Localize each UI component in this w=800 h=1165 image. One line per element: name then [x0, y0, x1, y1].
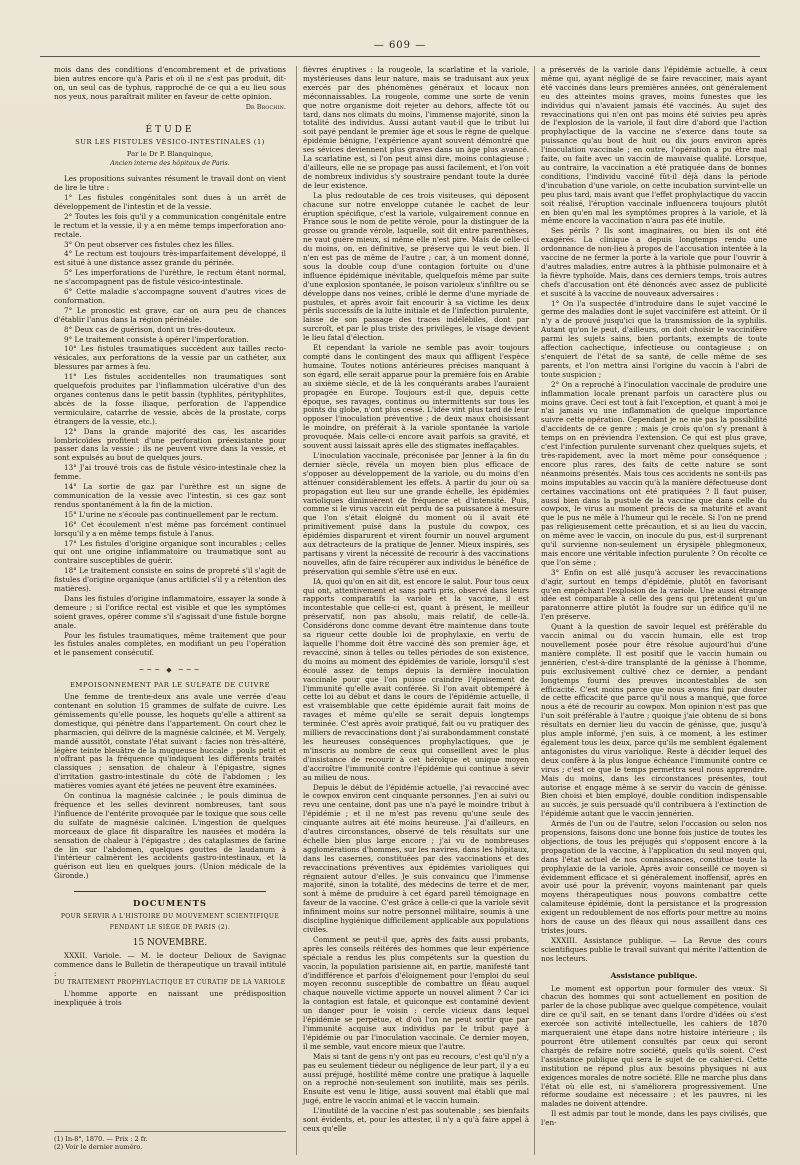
intro-signature: Dr Brochin. [245, 102, 286, 111]
body-paragraph: Armés de l'un ou de l'autre, selon l'occasion ou selon nos propensions, faisons donc une bonne fois justice de toutes les objections, de tous les préjugés qui s'opposent encore à la propagation de la vaccine, à l'application du seul moyen qui, dans l'état actuel de nos connaissances, constitue toute la prophylaxie de la variole. Après avoir conseillé ce moyen si évidemment efficace et si généralement inoffensif, après en avoir usé pour la prévenir, voyons maintenant par quels moyens thérapeutiques nous pouvons combattre cette calamiteuse épidémie, dont la persistance et la progression exigent un redoublement de nos efforts pour mettre au moins hors de cause un des fléaux qui nous assaillent dans ces tristes jours. [541, 819, 767, 935]
page-number: — 609 — [373, 40, 427, 51]
footnote: (1) In-8°, 1870. — Prix : 2 fr. [54, 1135, 148, 1143]
body-paragraph: Quant à la question de savoir lequel est préférable du vaccin animal ou du vaccin humain, elle est trop nouvellement posée pour être résolue aujourd'hui d'une manière complète. Il est positif que le vaccin humain ou jennérien, c'est-à-dire transplanté de la génisse à l'homme, puis exclusivement cultivé chez ce dernier, a pendant longtemps fourni des preuves incontestables de son efficacité. C'est moins parce que nous avons fini par douter de cette efficacité que parce qu'il nous a manqué, que force nous a été de recourir au cowpox. Mon opinion n'est pas que l'un soit préférable à l'autre ; quoique j'aie obtenu de si bons résultats en dernier lieu du vaccin de génisse, que, jusqu'à plus ample informé, j'en suis, à ce moment, à les estimer également tous les deux, parce qu'ils me semblent également antagonistes du virus variolique. Reste à décider lequel des deux confère à la plus longue échéance l'immunité contre ce virus ; c'est ce que le temps permettra seul nous apprendre. Mais du moins, dans les circonstances présentes, tout autorise et engage même à se servir du vaccin de génisse. Bien choisi et bien employé, double condition indispensable au succès, je suis persuadé qu'il contribuera à l'extinction de l'épidémie autant que le vaccin jennérien. [541, 622, 767, 819]
body-paragraph: L'inoculation vaccinale, préconisée par Jenner à la fin du dernier siècle, révéla un moyen bien plus efficace de s'opposer au développement de la variole, ou du moins d'en atténuer considérablement les effets. A partir du jour où sa propagation eut lieu sur une grande échelle, les épidémies varioliques diminuèrent de fréquence et d'intensité. Puis, comme si le virus vaccin eût perdu de sa puissance à mesure que l'on s'était éloigné du moment où il avait été primitivement puisé dans la pustule du cowpox, ces épidémies disparurent et virent fournir un nouvel argument aux détracteurs de la pratique de Jenner. Mieux inspirés, ses partisans y virent la nécessité de recourir à des vaccinations nouvelles, afin de faire récupérer aux individus le bénéfice de préservation qui semble s'être usé en eux. [303, 450, 529, 576]
article-paragraph: 4° Le rectum est toujours très-imparfaitement développé, il est situé à une distance assez grande du périnée. [54, 249, 286, 268]
article-paragraph: Les propositions suivantes résument le travail dont on vient de lire le titre : [54, 174, 286, 193]
article-paragraph: 5° Les imperforations de l'urèthre, le rectum étant normal, ne s'accompagnent pas de fistule vésico-intestinale. [54, 268, 286, 287]
article-title: ÉTUDE [145, 124, 195, 135]
sulfate-paragraph: Une femme de trente-deux ans avale une verrée d'eau contenant en solution 15 grammes de sulfate de cuivre. Les gémissements qu'elle pousse, les hoquets qu'elle a attirent sa domestique, qui pénètre dans l'appartement. On court chez le pharmacien, qui délivre de la magnésie calcinée, et M. Vergely, mandé aussitôt, constate l'état suivant : facies non très-altéré, légère teinte bleuâtre de la muqueuse buccale ; pouls petit et n'offrant pas la fréquence qu'indiquent les différents traités classiques ; sensation de chaleur à l'épigastre, signes d'irritation gastro-intestinale du côté de l'abdomen ; les matières vomies ayant été jetées ne peuvent être examinées. [54, 692, 286, 791]
variole-heading: DU TRAITEMENT PROPHYLACTIQUE ET CURATIF DE LA VARIOLE [54, 979, 286, 987]
article-paragraph: Dans les fistules d'origine inflammatoire, essayer la sonde à demeure ; si l'orifice rectal est visible et que les symptômes soient graves, opérer comme s'il s'agissait d'une fistule borgne anale. [54, 593, 286, 630]
documents-subtitle: POUR SERVIR A L'HISTOIRE DU MOUVEMENT SCIENTIFIQUE [60, 913, 280, 921]
sulfate-paragraph: On continua la magnésie calcinée ; le pouls diminua de fréquence et les selles devinrent nombreuses, tant sous l'influence de l'entérite provoquée par le toxique que sous celle du sulfate de magnésie calcinée. L'ingestion de quelques morceaux de glace fit disparaître les nausées et modéra la sensation de chaleur à l'épigastre ; des cataplasmes de farine de lin sur l'abdomen, quelques gouttes de laudanum à l'intérieur calmèrent les accidents gastro-intestinaux, et la guérison eut lieu en quelques jours. (Union médicale de la Gironde.) [54, 791, 286, 881]
article-body [54, 175, 286, 658]
article-paragraph: 2° Toutes les fois qu'il y a communication congénitale entre le rectum et la vessie, il y a en même temps imperforation ano-rectale. [54, 211, 286, 239]
article-subtitle: SUR LES FISTULES VÉSICO-INTESTINALES (1) [75, 138, 265, 147]
column-1 [54, 66, 286, 1155]
article-paragraph: 1° Les fistules congénitales sont dues à un arrêt de développement de l'intestin et de la vessie. [54, 192, 286, 211]
section-divider [74, 891, 266, 892]
article-paragraph: 6° Cette maladie s'accompagne souvent d'autres vices de conformation. [54, 287, 286, 305]
assistance-paragraph: Il est admis par tout le monde, dans les pays civilisés, que l'en- [541, 1109, 767, 1128]
article-paragraph: 16° Cet écoulement n'est même pas forcément continuel lorsqu'il y a en même temps fistule à l'anus. [54, 519, 286, 538]
column-2 [296, 66, 529, 1155]
article-paragraph: 8° Deux cas de guérison, dont un très-douteux. [64, 324, 236, 334]
body-paragraph: a préservés de la variole dans l'épidémie actuelle, à ceux même qui, ayant négligé de se faire revacciner, mais ayant été vaccinés dans leurs premières années, ont généralement eu des atteintes moins graves, moins funestes que les individus qui n'avaient jamais été vaccinés. Au sujet des revaccinations qui n'en ont pas moins été suivies peu après de l'explosion de la variole, il faut dire d'abord que l'action prophylactique de la vaccine ne s'exerce dans toute sa puissance qu'au bout de huit ou dix jours environ après l'inoculation vaccinale ; en outre, l'opération a pu être mal faite, ou faite avec un vaccin de mauvaise qualité. Lorsque, au contraire, la vaccination a été pratiquée dans de bonnes conditions, l'individu vacciné fût-il déjà dans la période d'incubation d'une variole, on cette incubation survint-elle un peu plus tard, mais avant que l'effet prophylactique du vaccin soit réalisé, l'éruption vaccinale influencera toujours plutôt en bien qu'en mal les symptômes propres à la variole, et là même encore la vaccination n'aura pas été inutile. [541, 66, 767, 226]
body-paragraph: fièvres éruptives : la rougeole, la scarlatine et la variole, mystérieuses dans leur nature, mais se traduisant aux yeux exercés par des phénomènes généraux et locaux non méconnaissables. La rougeole, comme une sorte de venin que notre organisme doit rejeter au dehors, affecte tôt ou tard, dans nos climats du moins, l'immense majorité, sinon la totalité des individus. Aussi autant vaut-il que le tribut lui soit payé pendant le premier âge et sous le règne de quelque épidémie bénigne, l'expérience ayant souvent démontré que ses sévices deviennent plus graves dans un âge plus avancé. La scarlatine est, si l'on peut ainsi dire, moins contagieuse ; d'ailleurs, elle ne se propage pas aussi facilement, et l'on voit de nombreux individus s'y soustraire pendant toute la durée de leur existence. [303, 66, 529, 190]
article-author-role: Ancien interne des hôpitaux de Paris. [110, 160, 230, 168]
page-header [40, 40, 760, 57]
assistance-paragraph: Le moment est opportun pour formuler des vœux. Si chacun des hommes qui sont actuellement en position de parler de la chose publique avec quelque compétence, voulait dire ce qu'il sait, en se tenant dans l'ordre d'idées où s'est exercée son activité intellectuelle, les cahiers de 1870 marqueraient une étape dans notre histoire intérieure ; ils pourront être utilement consultés par ceux qui seront chargés de refaire notre société, quels qu'ils soient. C'est l'assistance publique qui sera le sujet de ce cahier-ci. Cette institution ne répond plus aux besoins physiques ni aux exigences morales de notre société. Elle ne marche plus dans l'état où elle est, ni s'améliorera progressivement. Une réforme soudaine est nécessaire ; et les pauvres, ni les malades ne doivent attendre. [541, 983, 767, 1109]
article-paragraph: 15° L'urine ne s'écoule pas continuellement par le rectum. [64, 509, 279, 519]
assistance-title: Assistance publique. [610, 970, 698, 980]
body-paragraph: Ses périls ? Ils sont imaginaires, ou bien ils ont été exagérés. La clinique a depuis longtemps rendu une ordonnance de non-lieu à propos de l'accusation intentée à la vaccine de ne fermer la porte à la variole que pour l'ouvrir à d'autres maladies, entre autres à la phthisie pulmonaire et à la fièvre typhoïde. Mais, dans ces derniers temps, trois autres chefs d'accusation ont été dénoncés avec assez de publicité et suscité à la vaccine de nouveaux adversaires : [541, 226, 767, 298]
body-paragraph: Mais si tant de gens n'y ont pas eu recours, c'est qu'il n'y a pas eu seulement tiédeur ou négligence de leur part, il y a eu aussi préjugé, hostilité même contre une pratique à laquelle on a reproché non-seulement son inutilité, mais ses périls. Ensuite est venu le litige, aussi souvent mal établi que mal jugé, entre le vaccin animal et le vaccin humain. [303, 1051, 529, 1106]
assistance-intro: XXXIII. Assistance publique. — La Revue des cours scientifiques publie le travail suivant qui mérite l'attention de nos lecteurs. [541, 935, 767, 963]
article-paragraph: 18° Le traitement consiste en soins de propreté s'il s'agit de fistules d'origine organique (anus artificiel s'il y a rétention des matières). [54, 566, 286, 594]
body-paragraph: Et cependant la variole ne semble pas avoir toujours compté dans le contingent des maux qui affligent l'espèce humaine. Toutes notions antérieures précises manquant à son égard, elle serait apparue pour la première fois en Arabie au sixième siècle, et de là les conquérants arabes l'auraient propagée en Europe. Toujours est-il que, depuis cette époque, ses ravages, continus ou intermittents sur tous les points du globe, n'ont plus cessé. L'idée vint plus tard de leur opposer l'inoculation préventive ; de deux maux choisissant le moindre, on préférait à la variole spontanée la variole provoquée. Mais celle-ci encore avait parfois sa gravité, et souvent aussi laissait après elle des stigmates ineffaçables. [303, 343, 529, 451]
documents-title: DOCUMENTS [132, 899, 208, 910]
footnotes [54, 1131, 286, 1151]
body-paragraph: L'inutilité de la vaccine n'est pas soutenable ; ses bienfaits sont évidents, et, pour les attester, il n'y a qu'à faire appel à ceux qu'elle [303, 1106, 529, 1133]
article-paragraph: 10° Les fistules traumatiques succèdent aux tailles recto-vésicales, aux perforations de la vessie par un cathéter, aux blessures par armes à feu. [54, 344, 286, 372]
article-paragraph: 9° Le traitement consiste à opérer l'imperforation. [64, 334, 249, 344]
article-paragraph: 3° On peut observer ces fistules chez les filles. [64, 239, 235, 249]
article-paragraph: 17° Les fistules d'origine organique sont incurables ; celles qui ont une origine inflammatoire ou traumatique sont au contraire susceptibles de guérir. [54, 538, 286, 566]
documents-date: 15 NOVEMBRE. [132, 937, 208, 948]
intro-text: mois dans des conditions d'encombrement et de privations bien autres encore qu'à Paris et où il ne s'est pas produit, dit-on, un seul cas de typhus, rapproché de ce qui a eu lieu sous nos yeux, nous paraîtrait militer en faveur de cette opinion. [54, 66, 286, 101]
article-paragraph: 14° La sortie de gaz par l'urèthre est un signe de communication de la vessie avec l'intestin, si ces gaz sont rendus spontanément à la fin de la miction. [54, 482, 286, 509]
article-author: Par le Dr P. Blanquinque, [126, 150, 214, 159]
article-paragraph: 13° J'ai trouvé trois cas de fistule vésico-intestinale chez la femme. [54, 463, 286, 482]
variole-paragraph: XXXII. Variole. — M. le docteur Delioux de Savignac commence dans le Bulletin de thérapeutique un travail intitulé : [54, 950, 286, 978]
body-paragraph: 2° On a reproché à l'inoculation vaccinale de produire une inflammation locale prenant parfois un caractère plus ou moins grave. Ceci est tout à fait l'exception, et quant à moi je n'ai jamais vu une inflammation de quelque importance suivre cette opération. Cependant je ne nie pas la possibilité d'accidents de ce genre ; mais je crois qu'on s'y prenant à temps on en préviendra l'extension. Ce qui est plus grave, c'est l'infection purulente survenant chez quelques sujets, et très-rapidement, avec la mort même pour conséquence ; encore plus rares, des faits de cette nature se sont néanmoins présentés. Mais tous ces accidents ne sont-ils pas moins imputables au vaccin qu'à la manière défectueuse dont certaines vaccinations ont été pratiquées ? Il faut puiser, aussi bien dans la pustule de la vaccine que dans celle du cowpox, le virus au moment précis de sa maturité et avant que le pus ne mêle à l'humeur qui le recèle. Si l'on ne prend pas religieusement cette précaution, et si au lieu du vaccin, on même avec le vaccin, on inocule du pus, est-il surprenant qu'il survienne non-seulement un érysipèle phlegmoneux, mais encore une véritable infection purulente ? On récolte ce que l'on sème ; [541, 379, 767, 567]
section-ornament: ~~~ ◆ ~~~ [138, 666, 202, 675]
footnote: (2) Voir le dernier numéro. [54, 1143, 143, 1151]
body-paragraph: 3° Enfin on est allé jusqu'à accuser les revaccinations d'agir, surtout en temps d'épidémie, plutôt en favorisant qu'en empêchant l'explosion de la variole. Une aussi étrange idée est comparable à celle des gens qui prétendent qu'un paratonnerre attire plutôt la foudre sur un édifice qu'il ne l'en préserve. [541, 567, 767, 622]
body-paragraph: Depuis le début de l'épidémie actuelle, j'ai revacciné avec le cowpox environ cent cinquante personnes. J'en ai suivi ou revu une centaine, dont pas une n'a payé le moindre tribut à l'épidémie ; et il ne m'est pas revenu qu'une seule des cinquante autres ait été moins heureuse. J'ai d'ailleurs, en d'autres circonstances, observé de tels résultats sur une échelle bien plus large encore ; j'ai vu de nombreuses agglomérations d'hommes, sur les navires, dans les hôpitaux, dans les casernes, constituées par des vaccinations et des revaccinations préventives aux épidémies varioliques qui régnaient autour d'elles. Je suis convaincu que l'immense majorité, sinon la totalité, des médecins de terre et de mer, sont à même de produire à cet égard pareil témoignage en faveur de la vaccine. C'est grâce à celle-ci que la variole sévit infiniment moins sur notre personnel militaire, soumis à une discipline hygiénique difficilement applicable aux populations civiles. [303, 782, 529, 934]
body-paragraph: Comment se peut-il que, après des faits aussi probants, après les conseils réitérés des hommes que leur expérience spéciale a rendus les plus compétents sur la question du vaccin, la population parisienne ait, en partie, manifesté tant d'indifférence et parfois d'éloignement pour l'emploi du seul moyen reconnu susceptible de combattre un fléau auquel chaque nouvelle victime apporte un nouvel aliment ? Car ici la contagion est fatale, et quiconque est contaminé devient un danger pour le voisin ; cercle vicieux dans lequel l'épidémie se perpétue, et d'où l'on ne peut sortir que par l'immunité acquise aux individus par le tribut payé à l'épidémie ou par l'inoculation vaccinale. Ce dernier moyen, il me semble, vaut encore mieux que l'autre. [303, 934, 529, 1051]
article-paragraph: 11° Les fistules accidentelles non traumatiques sont quelquefois produites par l'inflammation ulcérative d'un des organes contenus dans le petit bassin (typhlites, pérityphlites, abcès de la fosse iliaque, perforation de l'appendice vermiculaire, catarrhe de vessie, abcès de la prostate, corps étrangers de la vessie, etc.). [54, 372, 286, 426]
article-paragraph: 7° Le pronostic est grave, car on aura peu de chances d'établir l'anus dans la région périnéale. [54, 305, 286, 324]
documents-subtitle-2: PENDANT LE SIÈGE DE PARIS (2). [109, 923, 231, 931]
article-paragraph: 12° Dans la grande majorité des cas, les ascarides lombricoïdes profitent d'une perforation préexistante pour passer dans la vessie ; ils ne peuvent vivre dans la vessie, et sont expulsés au bout de quelques jours. [54, 426, 286, 463]
variole-paragraph: L'homme apporte en naissant une prédisposition inexpliquée à trois [54, 989, 286, 1008]
article-paragraph: Pour les fistules traumatiques, même traitement que pour les fistules anales complètes, en modifiant un peu l'opération et le pansement consécutif. [54, 630, 286, 658]
column-3 [534, 66, 767, 1155]
body-paragraph: IA, quoi qu'on en ait dit, est encore le salut. Pour tous ceux qui ont, attentivement et sans parti pris, observé dans leurs rapports comparatifs la variole et la vaccine, il est incontestable que celle-ci est, quant à présent, le meilleur préservatif, non pas absolu, mais relatif, de celle-là. Considérons donc comme devant être maintenue dans toute sa rigueur cette double loi de prophylaxie, en vertu de laquelle l'homme doit être vacciné dès son premier âge, et revacciné, sinon à telles ou telles périodes de son existence, du moins au moment des épidémies de variole, lorsqu'il s'est écoulé assez de temps depuis la dernière inoculation vaccinale pour que l'on puisse craindre l'épuisement de l'immunité qu'elle avait conférée. Si l'on avait obtempéré à cette loi au début et dans le cours de l'épidémie actuelle, il est vraisemblable que cette épidémie aurait fait moins de ravages et même qu'elle se serait depuis longtemps terminée. C'est après avoir pratiqué, fait ou vu pratiquer des milliers de revaccinations dont j'ai surabondamment constaté les heureuses conséquences prophylactiques, que je m'inscris au nombre de ceux qui conseillent avec le plus d'insistance de recourir à cet héroïque et unique moyen d'accroître l'immunité contre l'épidémie qui continue à sévir au milieu de nous. [303, 576, 529, 782]
body-paragraph: La plus redoutable de ces trois visiteuses, qui déposent chacune sur notre enveloppe cutanée le cachet de leur éruption spécifique, c'est la variole, vulgairement connue en France sous le nom de petite vérole, pour la distinguer de la grosse ou grande vérole, laquelle, soit dit entre parenthèses, ne vaut guère mieux, si même elle n'est pire. Mais de celle-ci du moins, on, en définitive, se préserve qui le veut bien. Il n'en est pas de même de l'autre ; car, à un moment donné, sous la double coup d'une contagion fortuite ou d'une influence épidémique inévitable, quelquefois même par suite d'une explosion spontanée, le poison varioleux s'infiltre ou se développe dans nos veines, criblé le derme d'une myriade de pustules, et après avoir fait encourir à sa victime les deux périls successifs de la lutte initiale et de l'infection purulente, laisse de son passage des traces indélébiles, dont par surcroît, et par le plus triste des privilèges, le visage devient le lieu fatal d'élection. [303, 190, 529, 343]
body-paragraph: 1° On l'a suspectée d'introduire dans le sujet vacciné le germe des maladies dont le sujet vaccinifère est atteint. Or il n'y a de prouvé jusqu'ici que la transmission de la syphilis. Autant qu'on le peut, d'ailleurs, on doit choisir le vaccinifère parmi les sujets sains, bien portants, exempts de toute affection cachectique, infectieuse ou contagieuse ; on s'enquiert de l'état de sa santé, de celle même de ses parents, et l'on mettra ainsi l'origine du vaccin à l'abri de toute suspicion ; [541, 298, 767, 379]
sulfate-title: EMPOISONNEMENT PAR LE SULFATE DE CUIVRE [69, 681, 271, 690]
